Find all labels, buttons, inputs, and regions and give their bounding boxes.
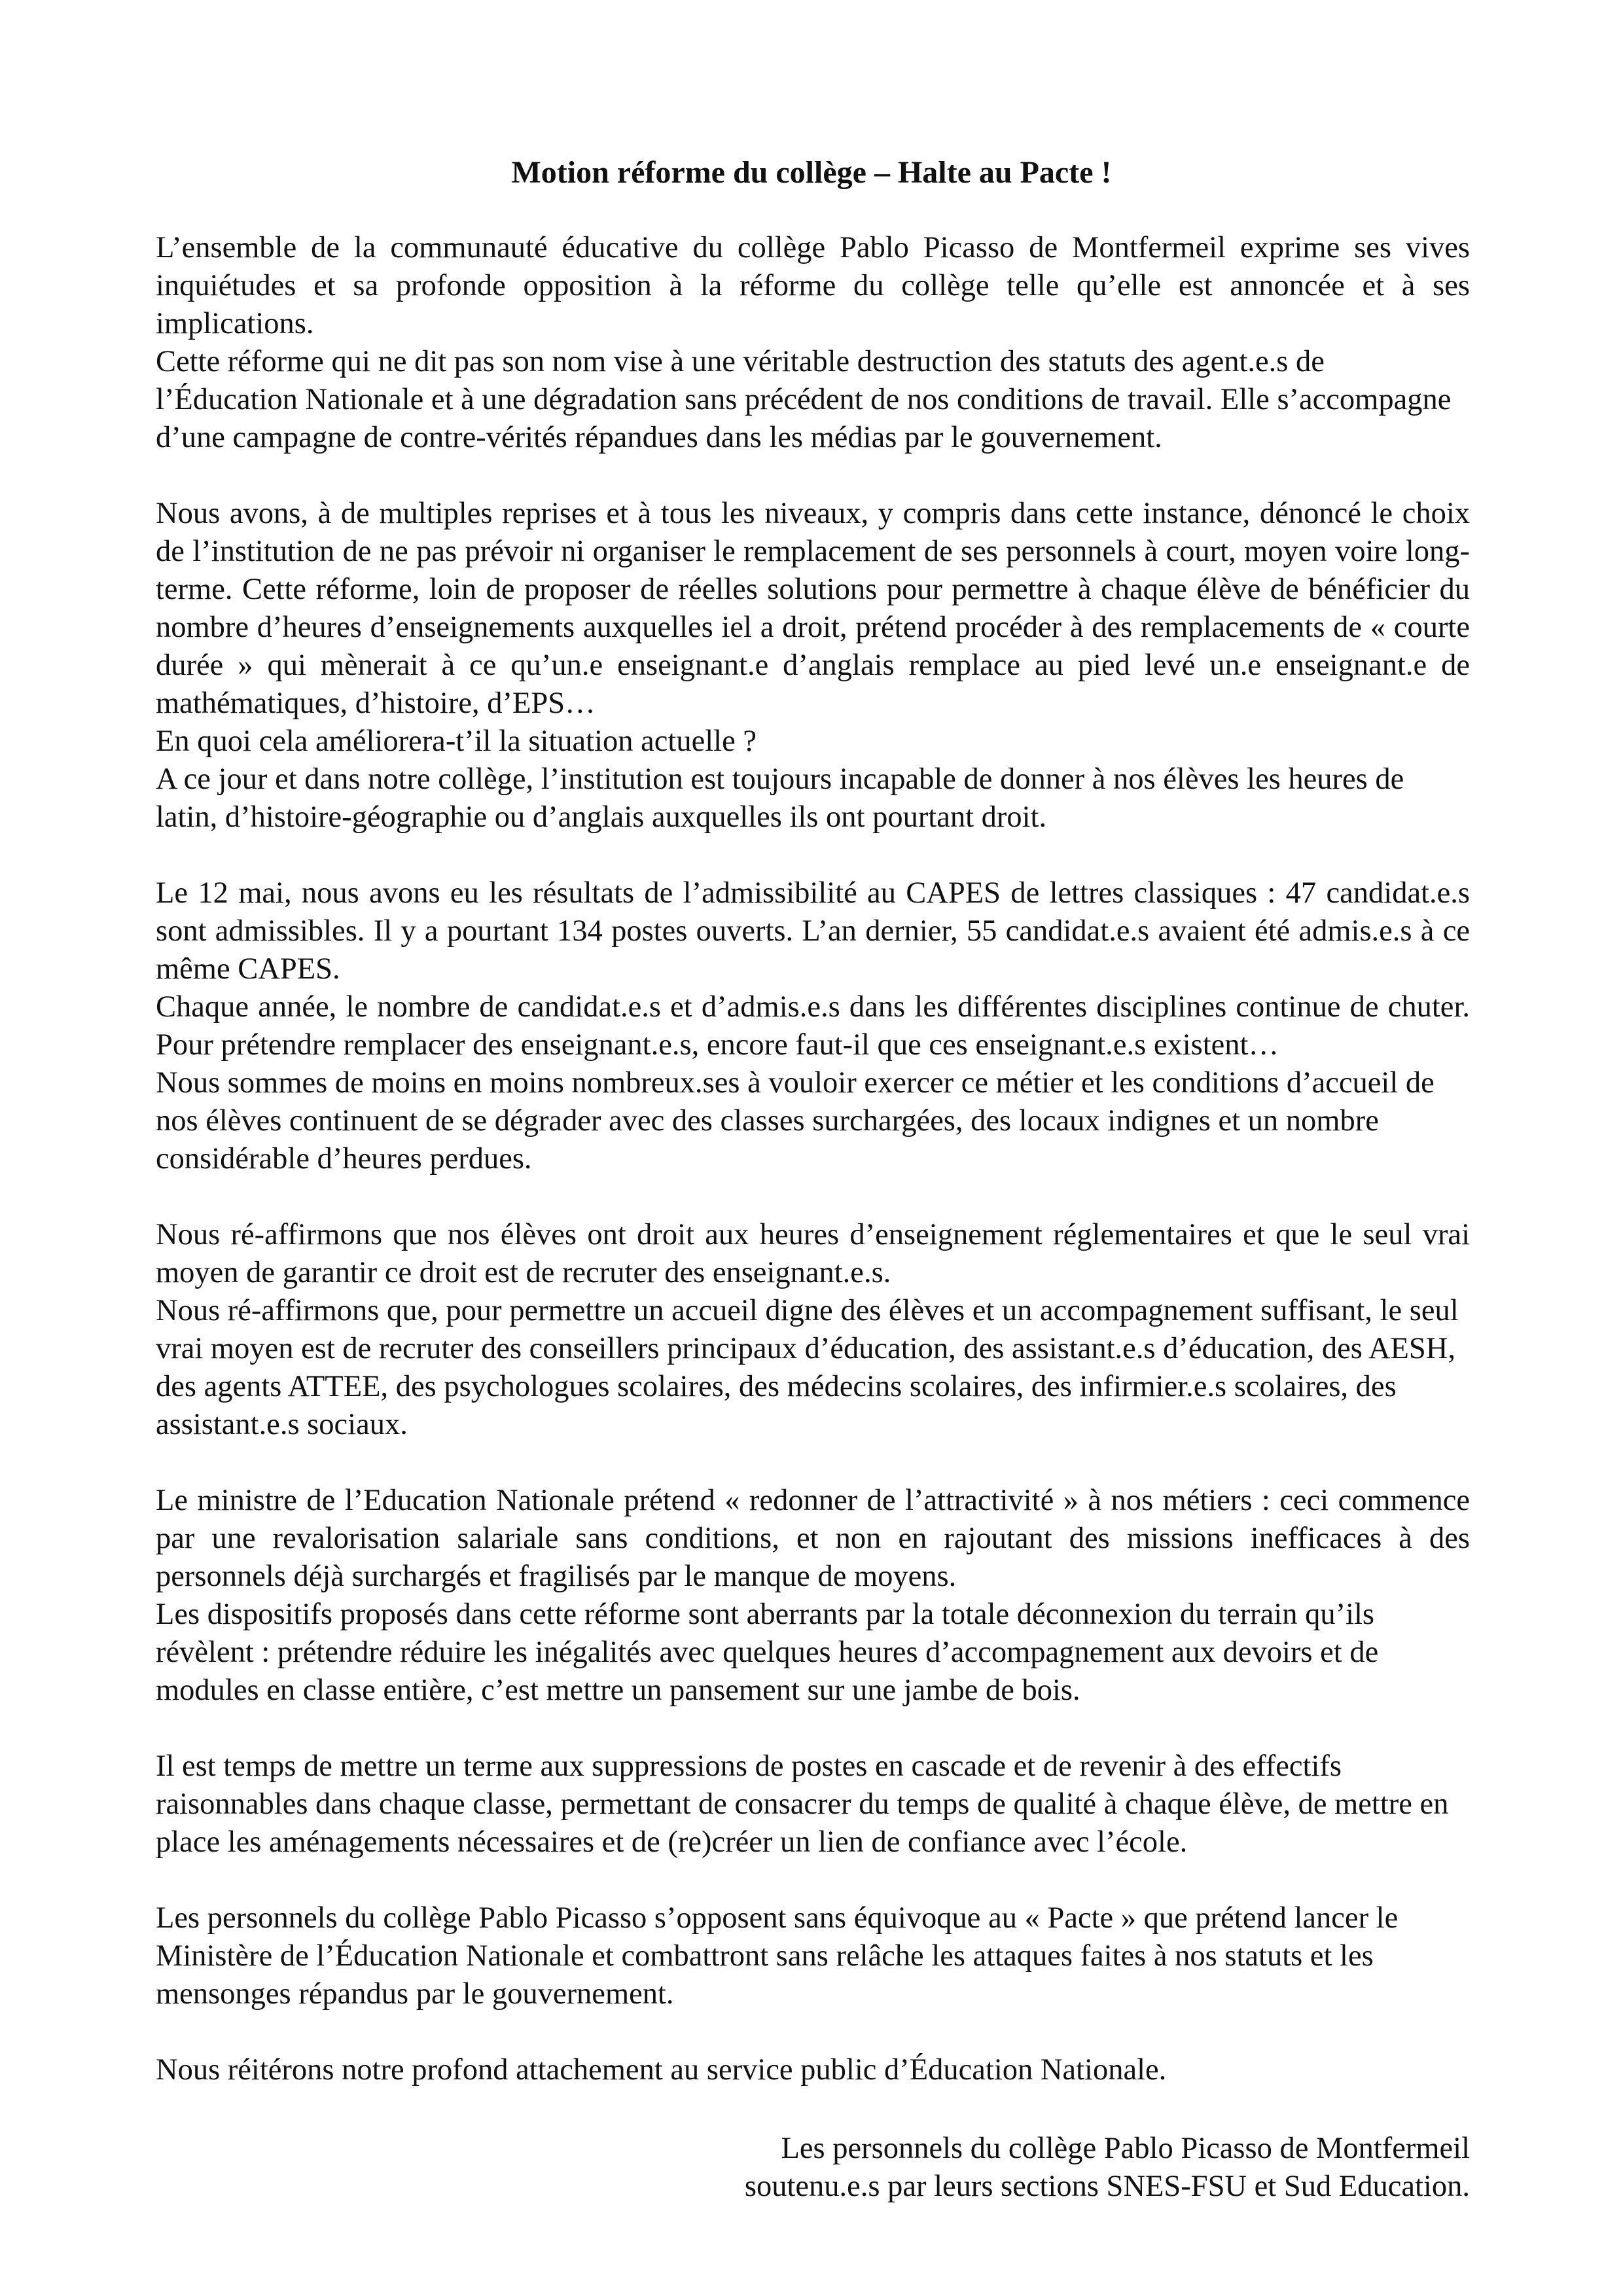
paragraph-text: Il est temps de mettre un terme aux suppressions de postes en cascade et de revenir à des effectifs raisonnables dans chaque classe, permettant de consacrer du temps de qualité à chaque élève, de mettre en place les aménagements nécessaires et de (re)créer un lien de confiance avec l’école. — [156, 1749, 1449, 1859]
paragraph-1 — [156, 229, 1470, 457]
signature-line: Les personnels du collège Pablo Picasso de Montfermeil — [781, 2132, 1470, 2165]
signature-line: soutenu.e.s par leurs sections SNES-FSU et Sud Education. — [744, 2170, 1470, 2203]
paragraph-3 — [156, 874, 1470, 1178]
paragraph-text: Nous avons, à de multiples reprises et à tous les niveaux, y compris dans cette instance, dénoncé le choix de l’institution de ne pas prévoir ni organiser le remplacement de ses personnels à court, moyen voire long-terme. Cette réforme, loin de proposer de réelles solutions pour permettre à chaque élève de bénéficier du nombre d’heures d’enseignements auxquelles iel a droit, prétend procéder à des remplacements de « courte durée » qui mènerait à ce qu’un.e enseignant.e d’anglais remplace au pied levé un.e enseignant.e de mathématiques, d’histoire, d’EPS… — [156, 497, 1470, 720]
document-body — [156, 229, 1470, 2127]
paragraph-text: L’ensemble de la communauté éducative du collège Pablo Picasso de Montfermeil exprime ses vives inquiétudes et sa profonde opposition à la réforme du collège telle qu’elle est annoncée et à ses implications. — [156, 231, 1470, 340]
paragraph-text: Nous ré-affirmons que, pour permettre un accueil digne des élèves et un accompagnement suffisant, le seul vrai moyen est de recruter des conseillers principaux d’éducation, des assistant.e.s d’éducation, des AESH, des agents ATTEE, des psychologues scolaires, des médecins scolaires, des infirmier.e.s scolaires, des assistant.e.s sociaux. — [156, 1294, 1459, 1441]
document-title: Motion réforme du collège – Halte au Pacte ! — [511, 155, 1112, 190]
paragraph-text: Nous ré-affirmons que nos élèves ont droit aux heures d’enseignement réglementaires et que le seul vrai moyen de garantir ce droit est de recruter des enseignant.e.s. — [156, 1218, 1470, 1289]
paragraph-8 — [156, 2051, 1470, 2089]
paragraph-text: A ce jour et dans notre collège, l’institution est toujours incapable de donner à nos élèves les heures de latin, d’histoire-géographie ou d’anglais auxquelles ils ont pourtant droit. — [156, 762, 1404, 834]
paragraph-text: Nous sommes de moins en moins nombreux.ses à vouloir exercer ce métier et les conditions d’accueil de nos élèves continuent de se dégrader avec des classes surchargées, des locaux indignes et un nombre considérable d’heures perdues. — [156, 1066, 1435, 1175]
paragraph-2 — [156, 495, 1470, 836]
paragraph-text: Le 12 mai, nous avons eu les résultats de l’admissibilité au CAPES de lettres classiques : 47 candidat.e.s sont admissibles. Il y a pourtant 134 postes ouverts. L’an dernier, 55 candidat.e.s avaient été admis.e.s à ce même CAPES. — [156, 876, 1470, 986]
paragraph-text: Les dispositifs proposés dans cette réforme sont aberrants par la totale déconnexion du terrain qu’ils révèlent : prétendre réduire les inégalités avec quelques heures d’accompagnement aux devoirs et de modules en classe entière, c’est mettre un pansement sur une jambe de bois. — [156, 1598, 1379, 1707]
paragraph-text: Nous réitérons notre profond attachement au service public d’Éducation Nationale. — [156, 2053, 1167, 2087]
signature-block — [745, 2130, 1470, 2206]
paragraph-text: Chaque année, le nombre de candidat.e.s et d’admis.e.s dans les différentes disciplines continue de chuter. Pour prétendre remplacer des enseignant.e.s, encore faut-il que ces enseignant.e.s existent… — [156, 990, 1470, 1062]
paragraph-text: Cette réforme qui ne dit pas son nom vise à une véritable destruction des statuts des agent.e.s de l’Éducation Nationale et à une dégradation sans précédent de nos conditions de travail. Elle s’accompagne d’une campagne de contre-vérités répandues dans les médias par le gouvernement. — [156, 345, 1452, 454]
paragraph-text: Les personnels du collège Pablo Picasso s’opposent sans équivoque au « Pacte » que prétend lancer le Ministère de l’Éducation Nationale et combattront sans relâche les attaques faites à nos statuts et les mensonges répandus par le gouvernement. — [156, 1901, 1399, 2011]
paragraph-text: En quoi cela améliorera-t’il la situation actuelle ? — [156, 725, 757, 758]
paragraph-4 — [156, 1216, 1470, 1444]
paragraph-5 — [156, 1482, 1470, 1710]
paragraph-text: Le ministre de l’Education Nationale prétend « redonner de l’attractivité » à nos métiers : ceci commence par une revalorisation salariale sans conditions, et non en rajoutant des missions inefficaces à des personnels déjà surchargés et fragilisés par le manque de moyens. — [156, 1484, 1470, 1593]
paragraph-6 — [156, 1748, 1470, 1861]
paragraph-7 — [156, 1899, 1470, 2013]
